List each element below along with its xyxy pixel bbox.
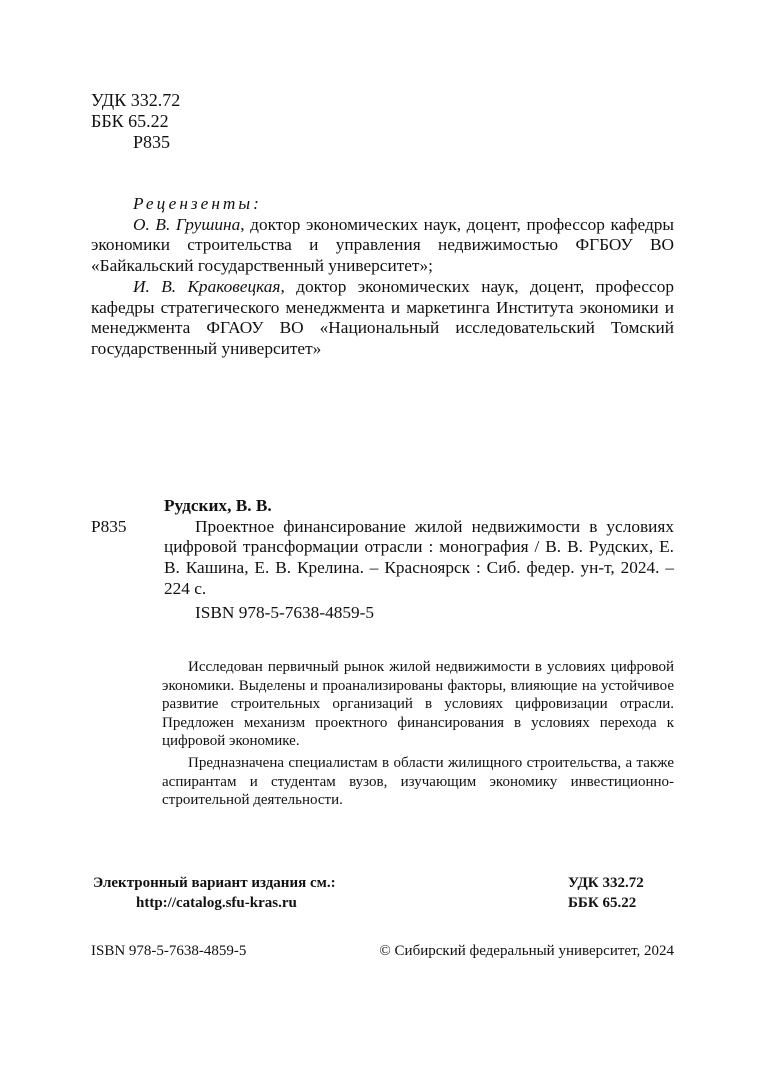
- entry-isbn: ISBN 978-5-7638-4859-5: [195, 602, 375, 622]
- electronic-label: Электронный вариант издания см.:: [93, 875, 336, 891]
- electronic-url-link[interactable]: http://catalog.sfu-kras.ru: [136, 894, 297, 911]
- entry-row: [91, 517, 674, 600]
- entry-description-text: Проектное финансирование жилой недвижимости в условиях цифровой трансформации отрасли : монография / В. В. Рудских, Е. В. Кашина, Е. В. Крелина. – Красноярск : Сиб. федер. ун-т, 2024. – 224 с.: [164, 516, 674, 598]
- classification-block: [91, 90, 180, 153]
- entry-description: [164, 517, 674, 600]
- udk-code: УДК 332.72: [91, 90, 181, 110]
- abstract-block: [162, 658, 674, 810]
- electronic-version: [93, 874, 336, 913]
- bbk-code: ББК 65.22: [91, 111, 169, 131]
- reviewer-2-name: И. В. Краковецкая: [133, 276, 281, 296]
- entry-author: Рудских, В. В.: [164, 496, 272, 515]
- reviewer-1-text: , доктор экономических наук, доцент, профессор кафедры экономики строительства и управления недвижимостью ФГБОУ ВО «Байкальский государственный университет»;: [91, 214, 674, 276]
- reviewer-1: [91, 215, 674, 277]
- abstract-paragraph-2: Предназначена специалистам в области жилищного строительства, а также аспирантам и студентам вузов, изучающим экономику инвестиционно-строительной деятельности.: [162, 754, 674, 809]
- footer-bbk: ББК 65.22: [568, 894, 637, 911]
- footer-isbn: ISBN 978-5-7638-4859-5: [91, 943, 247, 959]
- reviewer-1-name: О. В. Грушина: [133, 214, 241, 234]
- catalog-entry: [91, 496, 674, 623]
- reviewers-block: [91, 194, 674, 360]
- entry-code: Р835: [91, 516, 127, 536]
- reviewer-2-text: , доктор экономических наук, доцент, профессор кафедры стратегического менеджмента и маркетинга Института экономики и менеджмента ФГАОУ ВО «Национальный исследовательский Томский государственный университет»: [91, 276, 675, 358]
- author-mark: Р835: [133, 132, 171, 152]
- abstract-paragraph-1: Исследован первичный рынок жилой недвижимости в условиях цифровой экономики. Выделены и проанализированы факторы, влияющие на устойчивое развитие строительных организаций в условиях цифровизации отрасли. Предложен механизм проектного финансирования в условиях перехода к цифровой экономике.: [162, 659, 674, 750]
- reviewer-2: [91, 277, 674, 360]
- footer-codes: [568, 874, 644, 913]
- reviewers-heading: Рецензенты:: [133, 194, 262, 213]
- copyright-notice: © Сибирский федеральный университет, 2024: [379, 943, 674, 959]
- footer-udk: УДК 332.72: [568, 875, 644, 891]
